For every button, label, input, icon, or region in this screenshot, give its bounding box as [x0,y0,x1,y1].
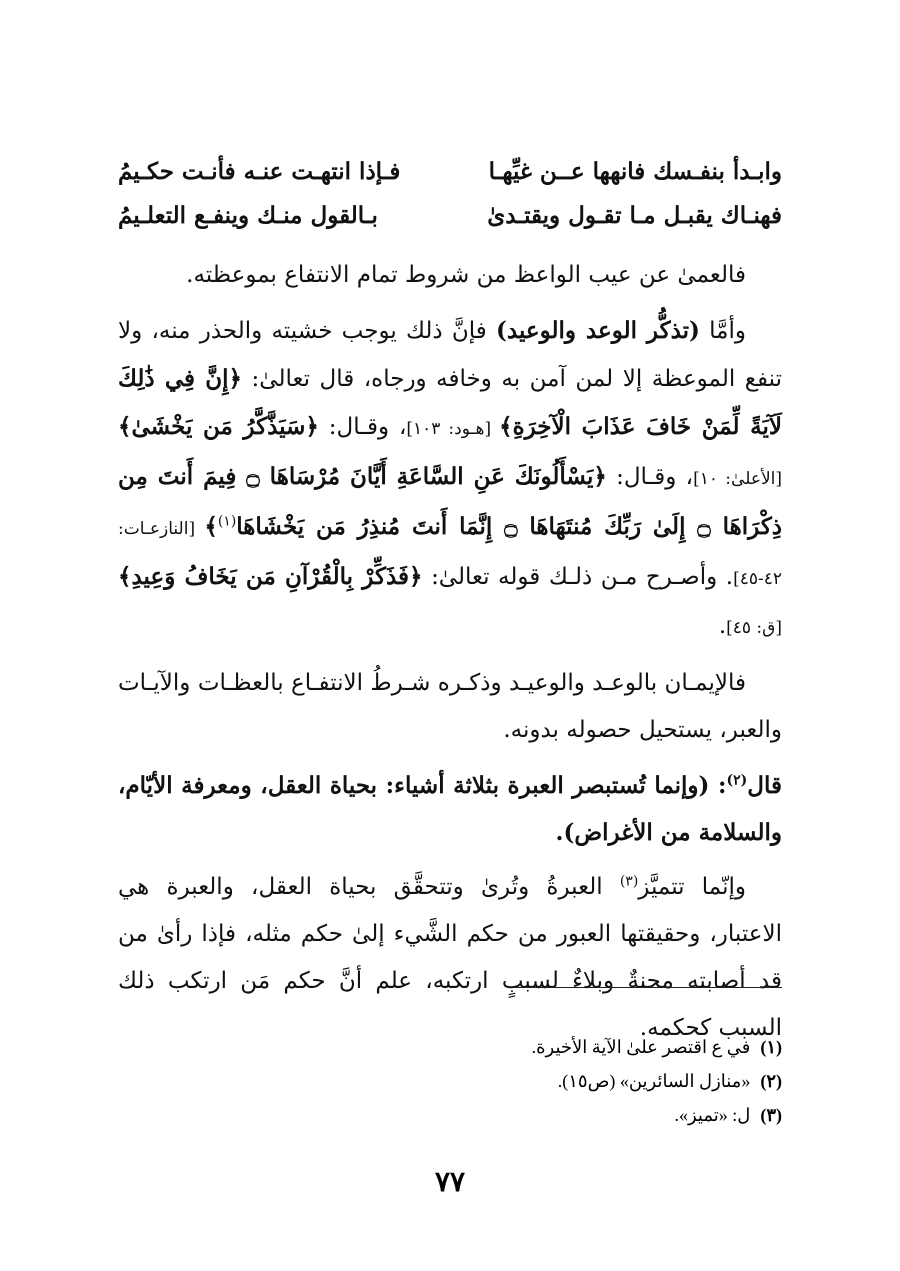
footnote-1-text: في ع اقتصر علىٰ الآية الأخيرة. [531,1037,751,1057]
quran-quote-4: ﴿فَذَكِّرْ بِالْقُرْآنِ مَن يَخَافُ وَعِيدِ﴾ [118,563,423,590]
p5-text-2: العبرةُ وتُرىٰ وتتحقَّق بحياة العقل، والعبرة هي الاعتبار، وحقيقتها العبور من حكم الشَّيء إلىٰ حكم مثله، فإذا رأىٰ من قد أصابته محنةٌ وبلاءٌ لسببٍ ارتكبه، علم أنَّ حكم مَن ارتكب ذلك السبب كحكمه. [118,874,782,1041]
quran-quote-3-end: ﴾ [204,513,218,540]
footnote-divider [514,987,782,988]
p2-text-3: ، وقـال: [606,464,694,490]
quran-quote-3: ﴿يَسْأَلُونَكَ عَنِ السَّاعَةِ أَيَّانَ مُرْسَاهَا ۝ فِيمَ أَنتَ مِن ذِكْرَاهَا ۝ إِلَىٰ رَبِّكَ مُنتَهَاهَا ۝ إِنَّمَا أَنتَ مُنذِرُ مَن يَخْشَاهَا [118,463,783,540]
footnote-2 [118,1064,782,1098]
footnote-2-text: «منازل السائرين» (ص١٥). [557,1071,751,1091]
poem-line-2 [118,194,782,238]
p2-text-2: ، وقـال: [318,414,407,440]
p4-text: : (وإنما تُستبصر العبرة بثلاثة أشياء: بحياة العقل، ومعرفة الأيّام، والسلامة من الأغراض). [118,772,782,846]
p2-lead: وأمَّا [699,318,746,344]
quran-quote-2: ﴿سَيَذَّكَّرُ مَن يَخْشَىٰ﴾ [118,413,319,440]
paragraph-1: فالعمىٰ عن عيب الواعظ من شروط تمام الانتفاع بموعظته. [186,262,746,288]
footnote-marker-1: (١) [217,513,237,530]
p4-label: قال [747,772,782,799]
p2-text-4: . وأصـرح مـن ذلـك قوله تعالىٰ: [422,564,734,590]
quran-ref-1: [هـود: ١٠٣] [406,419,500,439]
footnote-1 [118,1030,782,1064]
footnotes [118,1030,782,1132]
footnote-3 [118,1098,782,1132]
poem-line-2-left: بـالقول منـك وينفـع التعلـيمُ [118,202,378,229]
page-number: ٧٧ [434,1167,466,1198]
poem-line-1-right: وابـدأ بنفـسك فانهها عــن غيِّهـا [488,158,782,185]
quran-ref-2: [الأعلىٰ: ١٠] [693,469,783,489]
p2-bold-heading: (تذكُّر الوعد والوعيد) [495,317,700,344]
footnote-3-number: (٣) [760,1105,782,1125]
p2-text-5: . [718,613,727,639]
paragraph-3: فالإيمـان بالوعـد والوعيـد وذكـره شـرطُ الانتفـاع بالعظـات والآيـات والعبر، يستحيل حصوله بدونه. [118,670,782,743]
poem-line-1-left: فـإذا انتهـت عنـه فأنـت حكـيمُ [118,158,401,185]
footnote-2-number: (٢) [760,1071,782,1091]
p5-text-1: وإنّما تتميَّز [638,874,746,900]
quran-quote-1: ﴿إِنَّ فِي ذَٰلِكَ لَآيَةً لِّمَنْ خَافَ عَذَابَ الْآخِرَةِ﴾ [118,365,782,440]
footnote-marker-3: (٣) [619,873,639,890]
poem-line-1 [118,150,782,194]
footnote-1-number: (١) [760,1037,782,1057]
paragraph-4-quote [118,762,782,856]
footnote-3-text: ل: «تميز». [674,1105,751,1125]
poem-line-2-right: فهنـاك يقبـل مـا تقـول ويقتـدىٰ [487,202,782,229]
paragraph-5 [118,864,782,1052]
paragraph-2 [118,307,782,652]
quran-ref-3: [النازعـات: ٤٢-٤٥] [118,519,782,589]
quran-ref-4: [ق: ٤٥] [726,618,782,638]
footnote-marker-2: (٢) [726,772,748,789]
p2-text-1: فإنَّ ذلك يوجب خشيته والحذر منه، ولا تنفع الموعظة إلا لمن آمن به وخافه ورجاه، قال تعالىٰ: [118,318,782,392]
